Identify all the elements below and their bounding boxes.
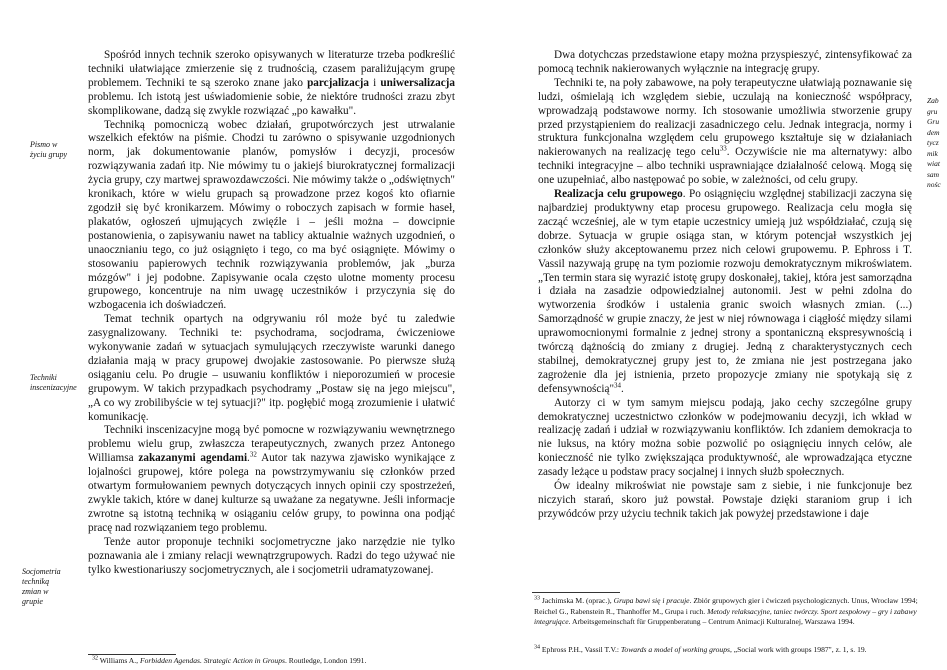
footnote-divider <box>88 654 176 655</box>
paragraph: Autorzy ci w tym samym miejscu podają, jako cechy szczególne grupy demokratycznej uczestnictwo członków w podejmowaniu decyzji, ich wkład w realizację zadań i udział w rozwiązywaniu konfliktów. Ich zdaniem demokracja to nie luksus, na który można sobie pozwolić po osiągnięciu innych celów, ale konieczność nie tylko zwiększająca produktywność, ale wprowadzająca etyczne zasady leżące u podstaw pracy socjalnej i innych służb społecznych. <box>538 396 912 479</box>
margin-note-staging: Techniki inscenizacyjne <box>30 373 77 392</box>
term-zakazane-agendy: zakazanymi agendami <box>138 452 248 465</box>
paragraph: Techniką pomocniczą wobec działań, grupotwórczych jest utrwalanie wszelkich efektów na piśmie. Chodzi tu zarówno o spisywanie uzgodnionych norm, jak dokumentowanie planów, pomysłów i decyzji, procesów rozwiązywania zadań itp. Nie mówimy tu o jakiejś biurokratycznej formalizacji życia grupy, czy martwej sprawozdawczości. Nie mówimy także o „odświętnych" kronikach, które w wielu grupach są prowadzone przez kogoś kto ofiarnie zgodził się być kronikarzem. Mówimy o roboczych zapisach w formie haseł, plakatów, ogłoszeń ujmujących zwięźle i – jeśli można – dowcipnie postanowienia, o zapisywaniu nawet na tablicy aktualnie ważnych uzgodnień, o unaocznianiu tego, co już osiągnięto i tego, co ma być osiągnięte. Mówimy o stosowaniu papierowych technik rozwiązywania problemów, jak „burza mózgów" i jej podobne. Zapisywanie ocala często ulotne momenty procesu grupowego, koncentruje na nim uwagę uczestników i przyczynia się do wzbogacenia ich doświadczeń. <box>88 118 455 312</box>
margin-note-writing: Pismo w życiu grupy <box>30 140 68 159</box>
right-page <box>476 0 947 670</box>
paragraph: Techniki te, na poły zabawowe, na poły terapeutyczne ułatwiają poznawanie się ludzi, ośmielają ich względem siebie, uczulają na konieczność współpracy, wprowadzają podstawowe normy. Ich stosowanie umożliwia stworzenie grupy przed przystąpieniem do realizacji zasadniczego celu. Jednak integracja, normy i struktura funkcjonalna względem celu grupowego kształtuje się w działaniach nakierowanych na realizację tego celu$^{33}$. Oczywiście nie ma alternatywy: albo techniki integracyjne – albo techniki usprawniające działalność celową. Mogą się one uzupełniać, albo następować po sobie, w zależności, od celu grupy. <box>538 76 912 187</box>
paragraph: Ów idealny mikroświat nie powstaje sam z siebie, i nie funkcjonuje bez niczyich starań, skoro już powstał. Powstaje dzięki staraniom grup i ich przywódców przy użyciu technik takich jak powyżej przedstawione i daje <box>538 480 912 520</box>
paragraph: Spośród innych technik szeroko opisywanych w literaturze trzeba podkreślić techniki ułatwiające zmierzenie się z trudnością, czasem paraliżującym grupę problemem. Techniki te są szeroko znane jako parcjalizacja i uniwersalizacja problemu. Ich istotą jest uświadomienie sobie, że niektóre trudności zrazu zbyt skomplikowane, dadzą się zwykle rozwiązać „po kawałku". <box>88 49 455 117</box>
right-body-text <box>538 49 912 522</box>
footnote-34: $^{34}$ Ephross P.H., Vassil T.V.: Towards a model of working groups, „Social work with groups 1987", z. 1, s. 19. <box>534 644 867 654</box>
footnote-33: $^{33}$ Jachimska M. (oprac.), Grupa bawi się i pracuje. Zbiór grupowych gier i ćwiczeń psychologicznych. Unus, Wrocław 1994; Reichel G., Rabenstein R., Thanhoffer M., Grupa i ruch. Metody relaksacyjne, taniec twórczy. Sport zespołowy – gry i zabawy integrujące. Arbeitsgemeinschaft für Gruppenberatung – Centrum Animacji Kulturalnej, Warszawa 1994. <box>534 595 918 627</box>
footnote-ref[interactable]: 32 <box>249 450 257 459</box>
term-parcjalizacja: parcjalizacja <box>307 76 370 89</box>
left-page <box>0 0 470 670</box>
footnote-32: $^{32}$ Williams A., Forbidden Agendas. Strategic Action in Groups. Routledge, London 1991. <box>92 655 367 665</box>
left-body-text <box>88 49 455 577</box>
footnote-divider <box>532 592 620 593</box>
margin-note-cropped: Zab gru Gru dem tycz mik wiat sam nośc <box>927 96 941 189</box>
footnote-ref[interactable]: 34 <box>614 381 622 390</box>
term-uniwersalizacja: uniwersalizacja <box>380 76 455 89</box>
paragraph: Realizacja celu grupowego. Po osiągnięciu względnej stabilizacji zaczyna się najbardziej produktywny etap procesu grupowego. Realizacja celu mogła się zacząć wcześniej, ale w tym etapie uczestnicy umieją już współdziałać, czują się dobrze. Sytuacja w grupie osiąga stan, w którym potencjał wszystkich jej członków służy akceptowanemu przez nich celowi grupowemu. P. Ephross i T. Vassil nazywają grupę na tym poziomie rozwoju demokratycznym mikroświatem. „Ten termin stara się wyrazić istotę grupy doskonałej, takiej, która jest samorządna i działa na zasadzie odpowiedzialnej autonomii. Jest w pełni zdolna do wytworzenia środków i ustalenia granic swoich własnych zmian. (...) Samorządność w grupie znaczy, że jest w niej równowaga i ciągłość między silami uprawomocnionymi formalnie z jednej strony a spontaniczną ekspresywnością i twórczą dążnością do zmiany z drugiej. Jedną z charakterystycznych cech stabilnej, demokratycznej grupy jest to, że zmiana nie jest postrzegana jako zagrożenie dla jej istnienia, przeto propozycje zmiany nie spotykają się z defensywnością"$^{34}$. <box>538 188 912 395</box>
paragraph: Techniki inscenizacyjne mogą być pomocne w rozwiązywaniu wewnętrznego problemu wielu grup, zwłaszcza terapeutycznych, zwanych przez Antonego Williamsa zakazanymi agendami.$^{32}$ Autor tak nazywa zjawisko wynikające z lojalności grupowej, które polega na powstrzymywaniu się członków przed otwartym formułowaniem pewnych dotyczących innych opinii czy spostrzeżeń, zwykle takich, które w danej kulturze są uważane za negatywne. Jeśli informacje zwrotne są istotną techniką w osiąganiu celów grupy, to powinna ona podjąć pracę nad rozwiązaniem tego problemu. <box>88 424 455 534</box>
margin-note-sociometry: Socjometria techniką zmian w grupie <box>22 567 61 606</box>
term-realizacja-celu: Realizacja celu grupowego <box>554 188 683 201</box>
paragraph: Tenże autor proponuje techniki socjometryczne jako narzędzie nie tylko poznawania ale i zmiany relacji wewnątrzgrupowych. Radzi do tego używać nie tylko kwestionariuszy socjometrycznych, ale i socjometrii udramatyzowanej. <box>88 535 455 576</box>
paragraph: Dwa dotychczas przedstawione etapy można przyspieszyć, zintensyfikować za pomocą technik nakierowanych wyłącznie na integrację grupy. <box>538 49 912 75</box>
footnote-ref[interactable]: 33 <box>719 144 727 153</box>
paragraph: Temat technik opartych na odgrywaniu ról może być tu zaledwie zasygnalizowany. Techniki te: psychodrama, socjodrama, ćwiczeniowe wykonywanie zadań w sytuacjach symulujących rzeczywiste warunki danego działania mają w pracy grupowej dwojakie zastosowanie. Po pierwsze służą osiąganiu celu. Po drugie – usuwaniu konfliktów i nieporozumień w procesie grupowym. W takich przypadkach psychodramy „Postaw się na jego miejscu", „A co wy zrobilibyście w tej sytuacji?" itp. pogłębić mogą zrozumienie i ułatwić komunikację. <box>88 313 455 423</box>
